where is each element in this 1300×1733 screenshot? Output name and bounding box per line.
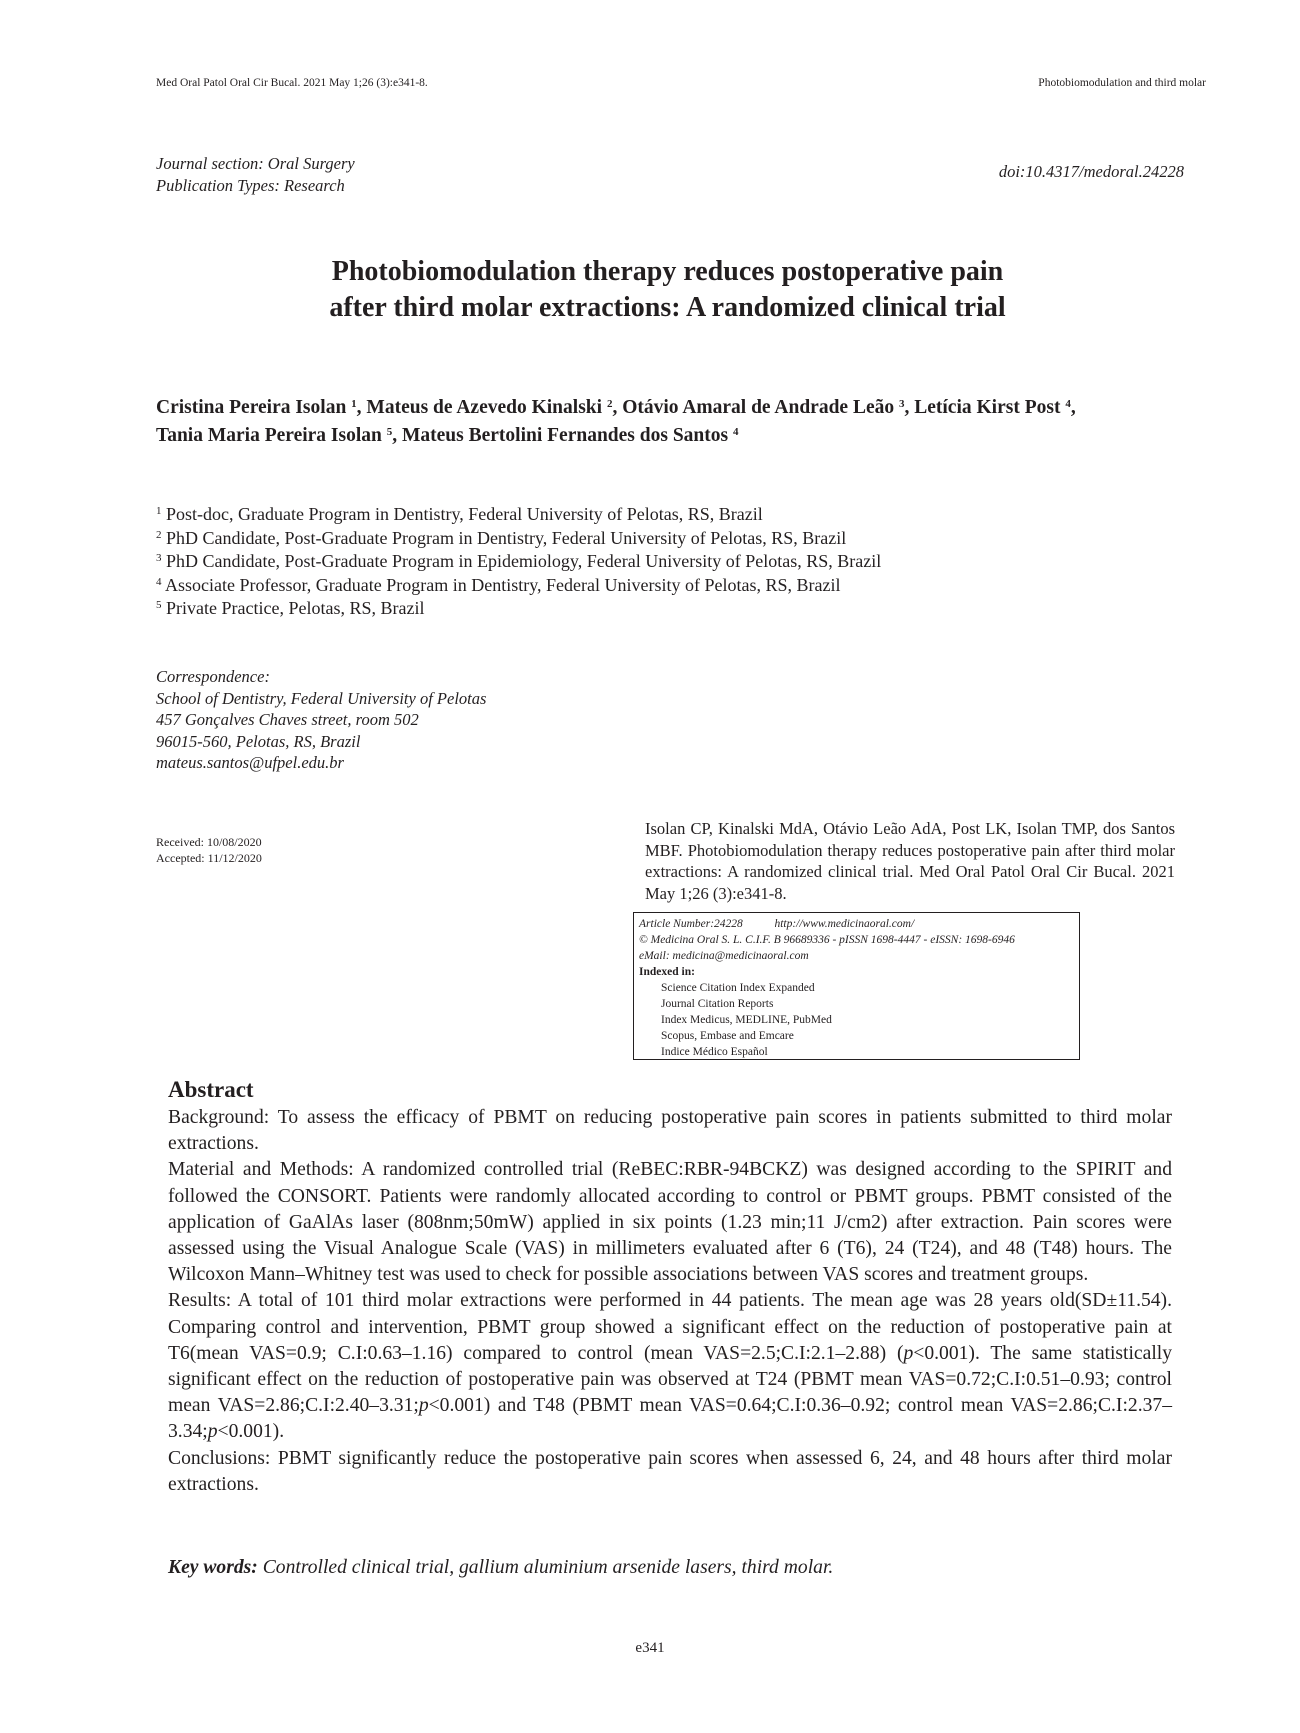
affiliation-item bbox=[156, 527, 881, 551]
abstract-background: Background: To assess the efficacy of PBMT on reducing postoperative pain scores in patients submitted to third molar extractions. bbox=[168, 1107, 1172, 1155]
index-item: Science Citation Index Expanded bbox=[661, 982, 815, 994]
correspondence-address-line: School of Dentistry, Federal University of Pelotas bbox=[156, 688, 487, 708]
copyright-line: © Medicina Oral S. L. C.I.F. B 96689336 - pISSN 1698-4447 - eISSN: 1698-6946 bbox=[639, 934, 1015, 946]
article-number-line bbox=[639, 916, 1079, 932]
author-separator: , bbox=[612, 397, 623, 418]
results-text: <0.001) and T48 (PBMT mean VAS=0.64;C.I:0.36–0.92; control mean VAS=2.86;C.I:2.37–3.34; bbox=[168, 1395, 1172, 1443]
article-dates bbox=[156, 834, 262, 866]
page-number: e341 bbox=[635, 1640, 665, 1656]
affiliation-number: 3 bbox=[156, 552, 162, 565]
running-header-left: Med Oral Patol Oral Cir Bucal. 2021 May 1;26 (3):e341-8. bbox=[156, 77, 428, 89]
correspondence-email[interactable]: mateus.santos@ufpel.edu.br bbox=[156, 753, 344, 772]
doi: doi:10.4317/medoral.24228 bbox=[998, 162, 1184, 181]
affiliation-item bbox=[156, 503, 881, 527]
author-list bbox=[156, 394, 1196, 450]
affiliation-text: PhD Candidate, Post-Graduate Program in Dentistry, Federal University of Pelotas, RS, Brazil bbox=[166, 527, 847, 548]
correspondence-block bbox=[156, 666, 486, 774]
correspondence-label: Correspondence: bbox=[156, 667, 270, 686]
title-line-2: after third molar extractions: A randomized clinical trial bbox=[329, 292, 1006, 323]
author-separator: , bbox=[356, 397, 367, 418]
author-affiliation-mark: 4 bbox=[1065, 398, 1071, 410]
author-name: Cristina Pereira Isolan bbox=[156, 397, 347, 418]
author-separator: , bbox=[904, 397, 915, 418]
p-value-symbol: p bbox=[418, 1395, 429, 1417]
author-separator: , bbox=[1070, 397, 1076, 418]
results-text: Results: A total of 101 third molar extractions were performed in 44 patients. The mean age was 28 years old(SD±11.54). Comparing control and intervention, PBMT group showed a significant effect on the reduction of postoperative pain at T6(mean VAS=0.9; C.I:0.63–1.16) compared to control (mean VAS=2.5;C.I:2.1–2.88) ( bbox=[168, 1290, 1172, 1364]
author-name: Mateus Bertolini Fernandes dos Santos bbox=[402, 425, 729, 446]
author-affiliation-mark: 4 bbox=[732, 426, 739, 438]
keywords bbox=[168, 1557, 833, 1579]
abstract-section bbox=[168, 1076, 1172, 1498]
results-text: <0.001). The same statistically significant effect on the reduction of postoperative pain was observed at T24 (PBMT mean VAS=0.72;C.I:0.51–0.93; control mean VAS=2.86;C.I:2.40–3.31; bbox=[168, 1342, 1173, 1417]
results-text: <0.001). bbox=[217, 1421, 285, 1443]
correspondence-address-line: 96015-560, Pelotas, RS, Brazil bbox=[156, 731, 361, 751]
affiliation-item bbox=[156, 597, 881, 621]
author-name: Otávio Amaral de Andrade Leão bbox=[622, 397, 895, 418]
keywords-label: Key words: bbox=[168, 1557, 258, 1578]
author-affiliation-mark: 2 bbox=[606, 398, 613, 410]
affiliation-text: Post-doc, Graduate Program in Dentistry, Federal University of Pelotas, RS, Brazil bbox=[166, 504, 763, 524]
indexed-label: Indexed in: bbox=[639, 966, 695, 978]
author-name: Tania Maria Pereira Isolan bbox=[156, 425, 382, 446]
keywords-text: Controlled clinical trial, gallium aluminium arsenide lasers, third molar. bbox=[257, 1557, 834, 1578]
index-item: Index Medicus, MEDLINE, PubMed bbox=[661, 1014, 832, 1026]
affiliation-number: 5 bbox=[156, 599, 162, 612]
affiliation-text: Private Practice, Pelotas, RS, Brazil bbox=[166, 598, 425, 619]
affiliation-text: PhD Candidate, Post-Graduate Program in Epidemiology, Federal University of Pelotas, RS, Brazil bbox=[166, 551, 882, 572]
affiliation-text: Associate Professor, Graduate Program in Dentistry, Federal University of Pelotas, RS, Brazil bbox=[165, 574, 841, 595]
affiliation-item bbox=[156, 574, 881, 598]
affiliation-number: 2 bbox=[156, 528, 162, 541]
abstract-heading: Abstract bbox=[168, 1077, 254, 1102]
p-value-symbol: p bbox=[903, 1342, 914, 1364]
index-item: Scopus, Embase and Emcare bbox=[661, 1030, 794, 1042]
citation-text: Isolan CP, Kinalski MdA, Otávio Leão AdA, Post LK, Isolan TMP, dos Santos MBF. Photobiomodulation therapy reduces postoperative pain after third molar extractions: A randomized clinical trial. Med Oral Patol Oral Cir Bucal. 2021 May 1;26 (3):e341-8. bbox=[645, 819, 1175, 903]
author-affiliation-mark: 5 bbox=[386, 426, 393, 438]
author-affiliation-mark: 1 bbox=[351, 398, 357, 410]
abstract-methods: Material and Methods: A randomized controlled trial (ReBEC:RBR-94BCKZ) was designed according to the SPIRIT and followed the CONSORT. Patients were randomly allocated according to control or PBMT groups. PBMT consisted of the application of GaAlAs laser (808nm;50mW) applied in six points (1.23 min;11 J/cm2) after extraction. Pain scores were assessed using the Visual Analogue Scale (VAS) in millimeters evaluated after 6 (T6), 24 (T24), and 48 (T48) hours. The Wilcoxon Mann–Whitney test was used to check for possible associations between VAS scores and treatment groups. bbox=[168, 1159, 1172, 1286]
journal-url[interactable]: http://www.medicinaoral.com/ bbox=[774, 918, 915, 930]
running-header-right: Photobiomodulation and third molar bbox=[1038, 77, 1206, 89]
received-date: Received: 10/08/2020 bbox=[156, 835, 262, 849]
journal-section: Journal section: Oral Surgery bbox=[156, 154, 355, 173]
index-item: Indice Médico Español bbox=[661, 1046, 768, 1058]
affiliation-number: 4 bbox=[156, 575, 162, 588]
article-meta bbox=[156, 153, 355, 196]
author-affiliation-mark: 3 bbox=[898, 398, 905, 410]
p-value-symbol: p bbox=[207, 1421, 218, 1443]
correspondence-address-line: 457 Gonçalves Chaves street, room 502 bbox=[156, 710, 419, 729]
affiliation-item bbox=[156, 550, 881, 574]
abstract-results bbox=[168, 1288, 1172, 1445]
author-name: Letícia Kirst Post bbox=[914, 397, 1061, 418]
accepted-date: Accepted: 11/12/2020 bbox=[156, 851, 262, 865]
article-info-box bbox=[633, 912, 1080, 1060]
author-name: Mateus de Azevedo Kinalski bbox=[366, 397, 603, 418]
journal-email[interactable]: eMail: medicina@medicinaoral.com bbox=[639, 950, 809, 962]
affiliation-number: 1 bbox=[156, 505, 162, 517]
author-separator: , bbox=[392, 425, 402, 446]
article-title bbox=[150, 254, 1185, 326]
article-number: Article Number:24228 bbox=[639, 918, 743, 930]
title-line-1: Photobiomodulation therapy reduces postoperative pain bbox=[331, 256, 1004, 287]
index-item: Journal Citation Reports bbox=[661, 998, 774, 1010]
affiliation-list bbox=[156, 503, 881, 621]
publication-type: Publication Types: Research bbox=[156, 175, 345, 195]
abstract-conclusions: Conclusions: PBMT significantly reduce the postoperative pain scores when assessed 6, 24, and 48 hours after third molar extractions. bbox=[168, 1447, 1172, 1495]
